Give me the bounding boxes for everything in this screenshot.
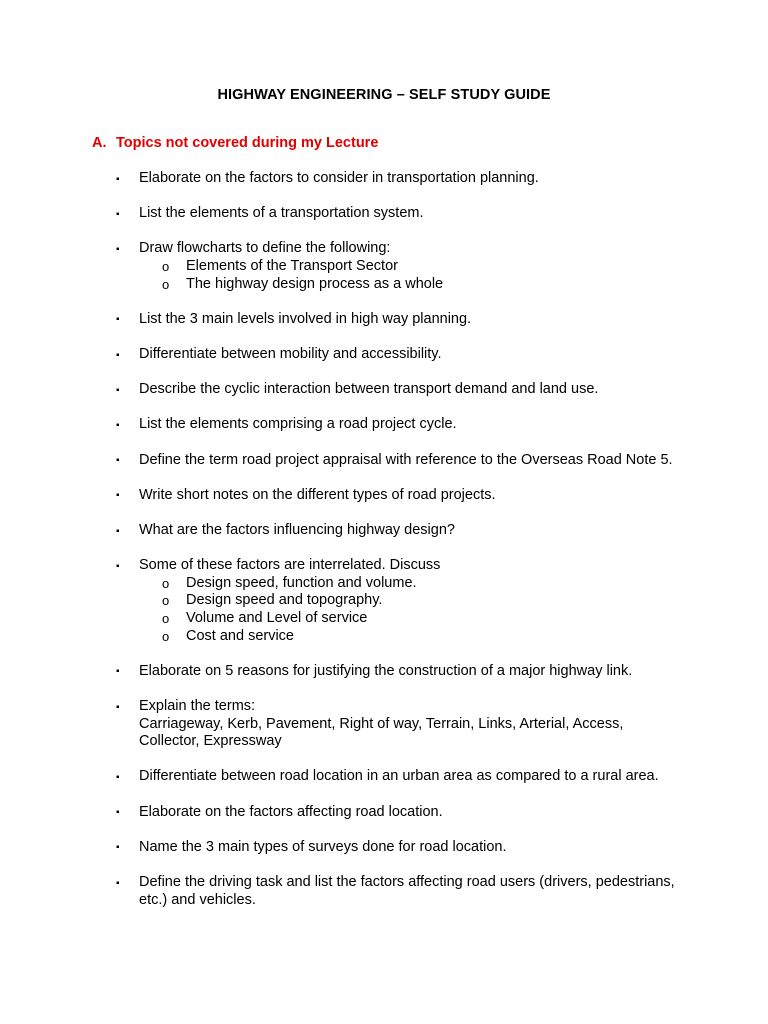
sub-list-item-text: Design speed, function and volume. — [186, 574, 417, 591]
list-item-text: List the elements of a transportation system. — [139, 205, 424, 222]
sub-bullet-icon: o — [162, 276, 170, 292]
bullet-icon: ▪ — [116, 666, 120, 678]
bullet-icon: ▪ — [116, 701, 120, 713]
list-item-text: Collector, Expressway — [139, 733, 282, 750]
list-item-text: Name the 3 main types of surveys done for road location. — [139, 838, 507, 855]
sub-list-item-text: Cost and service — [186, 627, 294, 644]
sub-list-item-text: Elements of the Transport Sector — [186, 258, 398, 274]
list-item-text: Some of these factors are interrelated. Discuss — [139, 557, 441, 574]
sub-bullet-icon: o — [162, 611, 170, 626]
sub-list-item-text: Design speed and topography. — [186, 592, 383, 609]
bullet-icon: ▪ — [116, 314, 120, 326]
bullet-icon: ▪ — [116, 208, 120, 220]
sub-bullet-icon: o — [162, 259, 170, 274]
sub-bullet-icon: o — [162, 593, 170, 609]
section-heading — [92, 134, 378, 152]
bullet-icon: ▪ — [116, 490, 120, 502]
bullet-icon: ▪ — [116, 525, 120, 537]
list-item-text: Write short notes on the different types of road projects. — [139, 486, 496, 503]
sub-bullet-icon: o — [162, 628, 170, 644]
sub-bullet-icon: o — [162, 575, 170, 591]
section-heading-text: Topics not covered during my Lecture — [116, 135, 379, 151]
section-letter: A. — [92, 135, 107, 151]
list-item-text: Elaborate on the factors to consider in transportation planning. — [139, 170, 539, 186]
sub-list-item-text: The highway design process as a whole — [186, 275, 444, 292]
list-item-text: etc.) and vehicles. — [139, 891, 256, 908]
sub-list-item-text: Volume and Level of service — [186, 610, 368, 626]
document-title: HIGHWAY ENGINEERING – SELF STUDY GUIDE — [217, 87, 551, 103]
list-item-text: List the elements comprising a road project cycle. — [139, 416, 457, 433]
bullet-icon: ▪ — [116, 771, 120, 783]
bullet-icon: ▪ — [116, 243, 120, 255]
list-item-text: Define the driving task and list the factors affecting road users (drivers, pedestrians, — [139, 874, 675, 890]
list-item-text: Elaborate on 5 reasons for justifying the construction of a major highway link. — [139, 662, 633, 679]
list-item-text: Carriageway, Kerb, Pavement, Right of way, Terrain, Links, Arterial, Access, — [139, 715, 624, 732]
bullet-icon: ▪ — [116, 807, 120, 819]
list-item-text: Draw flowcharts to define the following: — [139, 240, 391, 257]
bullet-icon: ▪ — [116, 560, 120, 572]
list-item-text: What are the factors influencing highway design? — [139, 522, 455, 538]
bullet-icon: ▪ — [116, 349, 120, 361]
bullet-icon: ▪ — [116, 842, 120, 854]
list-item-text: Describe the cyclic interaction between transport demand and land use. — [139, 381, 599, 398]
list-item-text: List the 3 main levels involved in high way planning. — [139, 310, 472, 327]
bullet-icon: ▪ — [116, 384, 120, 396]
bullet-icon: ▪ — [116, 455, 120, 467]
list-item-text: Define the term road project appraisal with reference to the Overseas Road Note 5. — [139, 451, 673, 468]
list-item-text: Elaborate on the factors affecting road location. — [139, 803, 443, 820]
list-item-text: Differentiate between road location in an urban area as compared to a rural area. — [139, 768, 659, 785]
list-item-text: Differentiate between mobility and accessibility. — [139, 346, 442, 362]
bullet-icon: ▪ — [116, 173, 120, 185]
bullet-icon: ▪ — [116, 419, 120, 431]
bullet-icon: ▪ — [116, 877, 120, 889]
list-item-text: Explain the terms: — [139, 698, 256, 714]
